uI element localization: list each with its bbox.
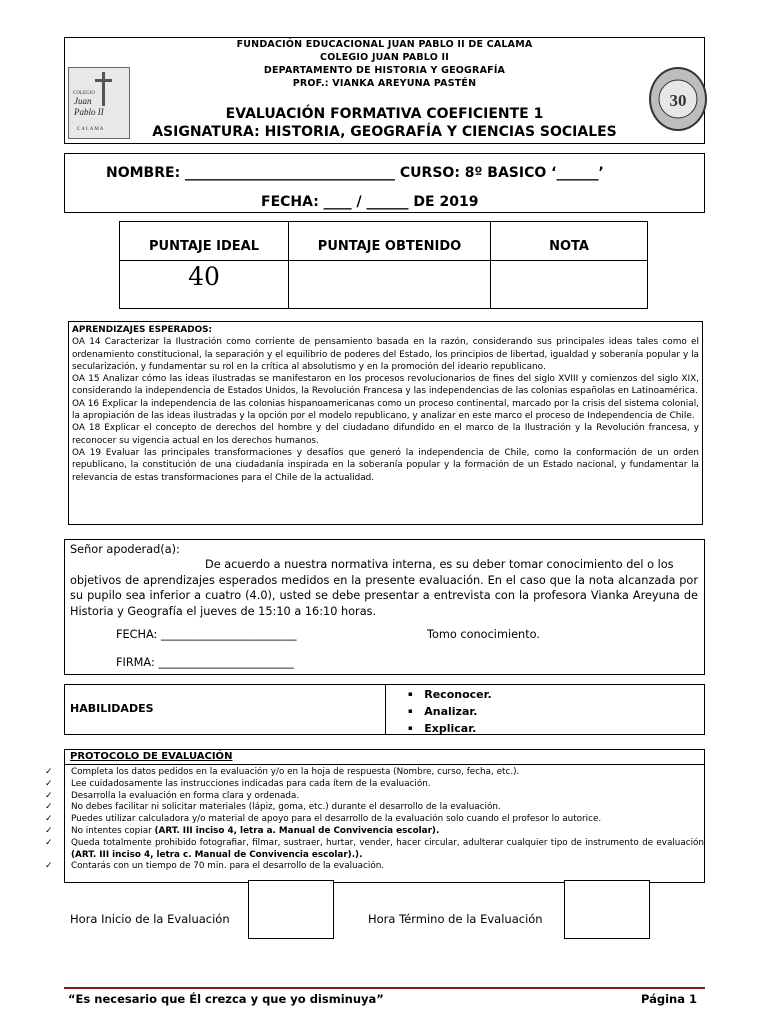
skill-explicar: Explicar. xyxy=(424,722,477,735)
nombre-curso-line: NOMBRE: ______________________________ CURSO: 8º BASICO ‘______’ xyxy=(106,165,604,181)
guardian-acknowledge: Tomo conocimiento. xyxy=(427,628,540,641)
protocol-item xyxy=(41,838,704,862)
learning-heading: APRENDIZAJES ESPERADOS: xyxy=(72,325,213,335)
end-time-box[interactable] xyxy=(564,880,650,939)
score-header-obtenido: PUNTAJE OBTENIDO xyxy=(317,239,462,254)
foundation-name: FUNDACIÓN EDUCACIONAL JUAN PABLO II DE CALAMA xyxy=(236,39,533,50)
protocol-item xyxy=(41,826,704,838)
score-row-divider xyxy=(120,260,647,261)
protocol-item xyxy=(41,802,704,814)
page-number: Página 1 xyxy=(641,992,698,1006)
score-ideal-value: 40 xyxy=(188,262,220,291)
protocol-item-rule: (ART. III inciso 4, letra c. Manual de Convivencia escolar).). xyxy=(71,849,363,860)
protocol-item-text: Puedes utilizar calculadora y/o material de apoyo para el desarrollo de la evaluación solo cuando el profesor lo autorice. xyxy=(71,814,602,825)
guardian-notice-box xyxy=(64,539,705,675)
start-time-box[interactable] xyxy=(248,880,334,939)
objective-oa14: OA 14 Caracterizar la Ilustración como corriente de pensamiento basada en la razón, considerando sus principales ideas tales como el ordenamiento constitucional, la separación y el equilibrio de poderes del Estado, los principios de libertad, igualdad y soberanía popular y la secularización, y fundamentar su rol en la crítica al absolutismo y en la promoción del ideario republicano. xyxy=(72,337,699,372)
fecha-line: FECHA: ____ / ______ DE 2019 xyxy=(261,194,479,210)
guardian-firma-line: FIRMA: ________________________ xyxy=(116,656,294,669)
checkmark-icon: ✓ xyxy=(45,825,53,836)
protocol-item-text: Lee cuidadosamente las instrucciones indicadas para cada ítem de la evaluación. xyxy=(71,778,431,789)
guardian-fecha-line: FECHA: ________________________ xyxy=(116,628,297,641)
skill-analizar: Analizar. xyxy=(424,705,478,718)
logo-word-calama: C A L A M A xyxy=(77,127,104,132)
score-col-nota xyxy=(491,222,647,308)
score-col-ideal xyxy=(120,222,289,308)
evaluation-protocol-box xyxy=(45,749,705,883)
guardian-notice-first-line: De acuerdo a nuestra normativa interna, es su deber tomar conocimiento del o los xyxy=(205,558,674,571)
logo-word-colegio: COLEGIO xyxy=(73,91,95,96)
protocol-item xyxy=(41,814,704,826)
skill-item: ▪ Explicar. xyxy=(408,722,477,735)
checkmark-icon: ✓ xyxy=(45,837,53,848)
checkmark-icon: ✓ xyxy=(45,802,53,813)
protocol-list xyxy=(41,767,704,873)
student-info-box xyxy=(64,153,705,213)
protocol-item-rule: (ART. III inciso 4, letra a. Manual de Convivencia escolar). xyxy=(154,825,440,836)
protocol-item-text: No intentes copiar xyxy=(71,825,155,836)
evaluation-title: EVALUACIÓN FORMATIVA COEFICIENTE 1 xyxy=(225,106,544,122)
protocol-item xyxy=(41,791,704,803)
protocol-divider xyxy=(65,764,704,765)
footer-rule xyxy=(64,987,705,989)
protocol-item xyxy=(41,767,704,779)
guardian-notice-body: objetivos de aprendizajes esperados medidos en la presente evaluación. En el caso que la nota alcanzada por su pupilo sea inferior a cuatro (4.0), usted se debe presentar a entrevista con la profesora Vianka Areyuna de Historia y Geografía el jueves de 15:10 a 16:10 horas. xyxy=(70,573,698,618)
objective-oa18: OA 18 Explicar el concepto de derechos del hombre y del ciudadano difundido en el marco de la Ilustración y la Revolución francesa, y reconocer su vigencia actual en los derechos humanos. xyxy=(72,423,699,446)
school-logo xyxy=(68,67,130,139)
seal-number: 30 xyxy=(669,91,687,110)
logo-word-juan: Juan xyxy=(74,96,92,106)
skills-divider xyxy=(385,685,386,734)
skill-item: ▪ Analizar. xyxy=(408,705,478,718)
score-col-obtenido xyxy=(289,222,491,308)
checkmark-icon: ✓ xyxy=(45,861,53,872)
guardian-notice-text xyxy=(70,557,698,619)
learning-objectives-box xyxy=(68,321,703,525)
school-header xyxy=(64,37,705,144)
subject-title: ASIGNATURA: HISTORIA, GEOGRAFÍA Y CIENCIAS SOCIALES xyxy=(152,124,617,140)
score-table xyxy=(119,221,648,309)
protocol-heading: PROTOCOLO DE EVALUACIÓN xyxy=(70,751,233,762)
score-header-nota: NOTA xyxy=(549,239,589,254)
protocol-item xyxy=(41,861,704,873)
skills-label: HABILIDADES xyxy=(70,702,154,715)
protocol-item xyxy=(41,779,704,791)
objective-oa15: OA 15 Analizar cómo las ideas ilustradas se manifestaron en los procesos revolucionarios de fines del siglo XVIII y comienzos del siglo XIX, considerando la independencia de Estados Unidos, la Revolución Francesa y las independencias de las colonias españolas en Latinoamérica. xyxy=(72,374,699,397)
logo-word-pablo: Pablo II xyxy=(74,107,104,117)
school-name: COLEGIO JUAN PABLO II xyxy=(320,52,449,63)
protocol-item-text: Completa los datos pedidos en la evaluación y/o en la hoja de respuesta (Nombre, curso, fecha, etc.). xyxy=(71,767,520,777)
checkmark-icon: ✓ xyxy=(45,767,53,777)
objective-oa19: OA 19 Evaluar las principales transformaciones y desafíos que generó la independencia de Chile, como la conformación de un orden republicano, la constitución de una ciudadanía inspirada en la soberanía popular y la formación de un Estado nacional, y fundamentar la relevancia de estas transformaciones para el Chile de la actualidad. xyxy=(72,447,699,483)
end-time-label: Hora Término de la Evaluación xyxy=(368,912,543,926)
checkmark-icon: ✓ xyxy=(45,790,53,801)
checkmark-icon: ✓ xyxy=(45,778,53,789)
skills-table xyxy=(64,684,705,735)
skill-reconocer: Reconocer. xyxy=(424,688,492,701)
start-time-label: Hora Inicio de la Evaluación xyxy=(70,912,230,926)
skill-item: ▪ Reconocer. xyxy=(408,688,492,701)
skills-list xyxy=(408,686,492,737)
score-header-ideal: PUNTAJE IDEAL xyxy=(149,239,259,254)
department-name: DEPARTAMENTO DE HISTORIA Y GEOGRAFÍA xyxy=(263,65,506,76)
anniversary-seal xyxy=(649,67,707,131)
protocol-item-text: Contarás con un tiempo de 70 min. para el desarrollo de la evaluación. xyxy=(71,861,385,872)
checkmark-icon: ✓ xyxy=(45,814,53,825)
teacher-name: PROF.: VIANKA AREYUNA PASTÉN xyxy=(292,78,477,89)
guardian-greeting: Señor apoderad(a): xyxy=(70,543,180,556)
protocol-item-text: No debes facilitar ni solicitar materiales (lápiz, goma, etc.) durante el desarrollo de la evaluación. xyxy=(71,802,501,813)
protocol-item-text: Queda totalmente prohibido fotografiar, filmar, sustraer, hurtar, vender, hacer circular, adulterar cualquier tipo de instrumento de evaluación xyxy=(71,837,704,848)
protocol-item-text: Desarrolla la evaluación en forma clara y ordenada. xyxy=(71,790,300,801)
footer-quote: “Es necesario que Él crezca y que yo disminuya” xyxy=(68,992,384,1006)
objective-oa16: OA 16 Explicar la independencia de las colonias hispanoamericanas como un proceso continental, marcado por la crisis del sistema colonial, la apropiación de las ideas ilustradas y la opción por el modelo republicano, y analizar en este marco el proceso de Independencia de Chile. xyxy=(72,398,699,422)
